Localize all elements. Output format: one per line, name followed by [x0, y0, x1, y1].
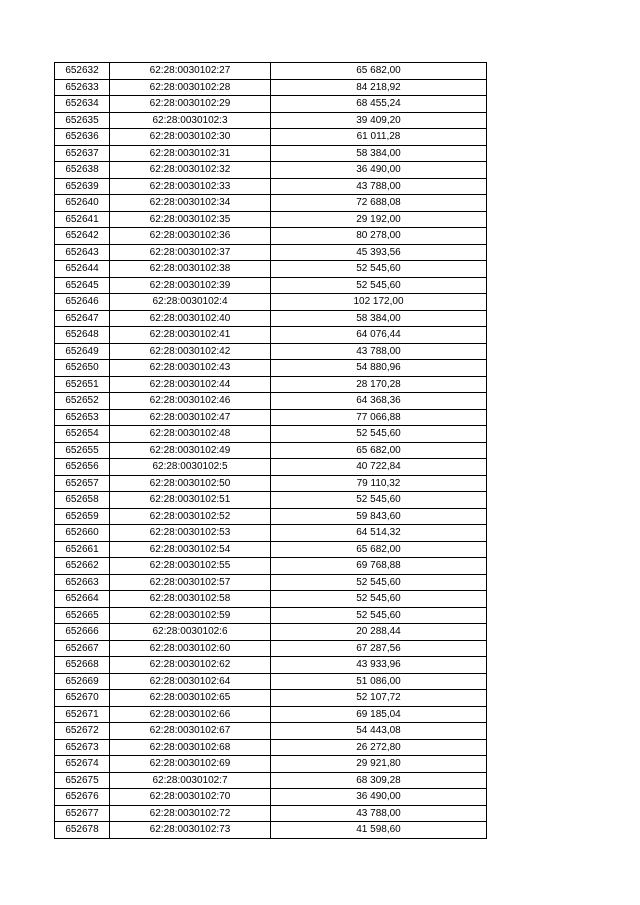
table-row	[55, 228, 487, 245]
cadastral-number-cell: 62:28:0030102:7	[110, 772, 271, 789]
table-row	[55, 756, 487, 773]
table-row	[55, 723, 487, 740]
table-row	[55, 772, 487, 789]
cadastral-number-cell: 62:28:0030102:36	[110, 228, 271, 245]
cadastral-number-cell: 62:28:0030102:40	[110, 310, 271, 327]
row-number-cell: 652639	[55, 178, 110, 195]
value-cell: 64 368,36	[271, 393, 487, 410]
value-cell: 67 287,56	[271, 640, 487, 657]
table-row	[55, 574, 487, 591]
table-row	[55, 492, 487, 509]
cadastral-number-cell: 62:28:0030102:53	[110, 525, 271, 542]
cadastral-number-cell: 62:28:0030102:68	[110, 739, 271, 756]
row-number-cell: 652644	[55, 261, 110, 278]
table-row	[55, 426, 487, 443]
value-cell: 52 545,60	[271, 426, 487, 443]
cadastral-number-cell: 62:28:0030102:59	[110, 607, 271, 624]
cadastral-number-cell: 62:28:0030102:51	[110, 492, 271, 509]
value-cell: 59 843,60	[271, 508, 487, 525]
cadastral-number-cell: 62:28:0030102:38	[110, 261, 271, 278]
table-row	[55, 360, 487, 377]
value-cell: 29 921,80	[271, 756, 487, 773]
table-row	[55, 525, 487, 542]
table-row	[55, 541, 487, 558]
cadastral-number-cell: 62:28:0030102:66	[110, 706, 271, 723]
row-number-cell: 652662	[55, 558, 110, 575]
cadastral-number-cell: 62:28:0030102:27	[110, 63, 271, 80]
value-cell: 69 185,04	[271, 706, 487, 723]
table-row	[55, 327, 487, 344]
cadastral-number-cell: 62:28:0030102:69	[110, 756, 271, 773]
row-number-cell: 652676	[55, 789, 110, 806]
row-number-cell: 652642	[55, 228, 110, 245]
cadastral-number-cell: 62:28:0030102:4	[110, 294, 271, 311]
table-row	[55, 673, 487, 690]
cadastral-value-table	[54, 62, 487, 839]
value-cell: 68 455,24	[271, 96, 487, 113]
table-row	[55, 277, 487, 294]
table-row	[55, 145, 487, 162]
row-number-cell: 652634	[55, 96, 110, 113]
value-cell: 58 384,00	[271, 310, 487, 327]
value-cell: 28 170,28	[271, 376, 487, 393]
table-row	[55, 805, 487, 822]
cadastral-number-cell: 62:28:0030102:5	[110, 459, 271, 476]
cadastral-number-cell: 62:28:0030102:52	[110, 508, 271, 525]
value-cell: 45 393,56	[271, 244, 487, 261]
table-row	[55, 393, 487, 410]
row-number-cell: 652657	[55, 475, 110, 492]
table-row	[55, 607, 487, 624]
cadastral-number-cell: 62:28:0030102:73	[110, 822, 271, 839]
table-row	[55, 294, 487, 311]
value-cell: 54 880,96	[271, 360, 487, 377]
value-cell: 29 192,00	[271, 211, 487, 228]
row-number-cell: 652650	[55, 360, 110, 377]
cadastral-number-cell: 62:28:0030102:67	[110, 723, 271, 740]
table-row	[55, 211, 487, 228]
cadastral-number-cell: 62:28:0030102:43	[110, 360, 271, 377]
table-row	[55, 409, 487, 426]
cadastral-number-cell: 62:28:0030102:54	[110, 541, 271, 558]
value-cell: 36 490,00	[271, 789, 487, 806]
row-number-cell: 652654	[55, 426, 110, 443]
row-number-cell: 652674	[55, 756, 110, 773]
value-cell: 26 272,80	[271, 739, 487, 756]
value-cell: 43 788,00	[271, 805, 487, 822]
table-row	[55, 343, 487, 360]
table-row	[55, 195, 487, 212]
cadastral-number-cell: 62:28:0030102:34	[110, 195, 271, 212]
value-cell: 52 545,60	[271, 261, 487, 278]
row-number-cell: 652635	[55, 112, 110, 129]
cadastral-number-cell: 62:28:0030102:57	[110, 574, 271, 591]
row-number-cell: 652655	[55, 442, 110, 459]
row-number-cell: 652643	[55, 244, 110, 261]
cadastral-number-cell: 62:28:0030102:30	[110, 129, 271, 146]
cadastral-number-cell: 62:28:0030102:70	[110, 789, 271, 806]
value-cell: 69 768,88	[271, 558, 487, 575]
row-number-cell: 652646	[55, 294, 110, 311]
value-cell: 51 086,00	[271, 673, 487, 690]
cadastral-number-cell: 62:28:0030102:58	[110, 591, 271, 608]
row-number-cell: 652648	[55, 327, 110, 344]
value-cell: 43 788,00	[271, 343, 487, 360]
row-number-cell: 652673	[55, 739, 110, 756]
row-number-cell: 652666	[55, 624, 110, 641]
table-row	[55, 63, 487, 80]
row-number-cell: 652649	[55, 343, 110, 360]
value-cell: 52 545,60	[271, 277, 487, 294]
table-body	[55, 63, 487, 839]
value-cell: 52 545,60	[271, 492, 487, 509]
table-row	[55, 822, 487, 839]
row-number-cell: 652656	[55, 459, 110, 476]
value-cell: 54 443,08	[271, 723, 487, 740]
value-cell: 77 066,88	[271, 409, 487, 426]
value-cell: 80 278,00	[271, 228, 487, 245]
row-number-cell: 652670	[55, 690, 110, 707]
value-cell: 61 011,28	[271, 129, 487, 146]
cadastral-number-cell: 62:28:0030102:3	[110, 112, 271, 129]
cadastral-number-cell: 62:28:0030102:28	[110, 79, 271, 96]
table-row	[55, 261, 487, 278]
table-row	[55, 640, 487, 657]
row-number-cell: 652668	[55, 657, 110, 674]
row-number-cell: 652637	[55, 145, 110, 162]
cadastral-number-cell: 62:28:0030102:41	[110, 327, 271, 344]
table-row	[55, 789, 487, 806]
value-cell: 64 514,32	[271, 525, 487, 542]
table-row	[55, 591, 487, 608]
row-number-cell: 652633	[55, 79, 110, 96]
value-cell: 65 682,00	[271, 541, 487, 558]
table-row	[55, 129, 487, 146]
cadastral-number-cell: 62:28:0030102:32	[110, 162, 271, 179]
value-cell: 102 172,00	[271, 294, 487, 311]
row-number-cell: 652652	[55, 393, 110, 410]
row-number-cell: 652632	[55, 63, 110, 80]
cadastral-number-cell: 62:28:0030102:72	[110, 805, 271, 822]
row-number-cell: 652658	[55, 492, 110, 509]
table-row	[55, 459, 487, 476]
value-cell: 52 545,60	[271, 607, 487, 624]
table-row	[55, 690, 487, 707]
value-cell: 72 688,08	[271, 195, 487, 212]
table-row	[55, 475, 487, 492]
table-row	[55, 739, 487, 756]
cadastral-number-cell: 62:28:0030102:39	[110, 277, 271, 294]
cadastral-number-cell: 62:28:0030102:49	[110, 442, 271, 459]
table-row	[55, 79, 487, 96]
value-cell: 65 682,00	[271, 442, 487, 459]
row-number-cell: 652647	[55, 310, 110, 327]
row-number-cell: 652640	[55, 195, 110, 212]
value-cell: 41 598,60	[271, 822, 487, 839]
row-number-cell: 652653	[55, 409, 110, 426]
row-number-cell: 652663	[55, 574, 110, 591]
value-cell: 52 545,60	[271, 591, 487, 608]
value-cell: 20 288,44	[271, 624, 487, 641]
row-number-cell: 652645	[55, 277, 110, 294]
value-cell: 65 682,00	[271, 63, 487, 80]
cadastral-number-cell: 62:28:0030102:37	[110, 244, 271, 261]
cadastral-number-cell: 62:28:0030102:6	[110, 624, 271, 641]
row-number-cell: 652678	[55, 822, 110, 839]
value-cell: 84 218,92	[271, 79, 487, 96]
cadastral-number-cell: 62:28:0030102:29	[110, 96, 271, 113]
row-number-cell: 652677	[55, 805, 110, 822]
cadastral-number-cell: 62:28:0030102:46	[110, 393, 271, 410]
row-number-cell: 652667	[55, 640, 110, 657]
cadastral-number-cell: 62:28:0030102:47	[110, 409, 271, 426]
row-number-cell: 652669	[55, 673, 110, 690]
row-number-cell: 652636	[55, 129, 110, 146]
value-cell: 79 110,32	[271, 475, 487, 492]
table-row	[55, 442, 487, 459]
value-cell: 39 409,20	[271, 112, 487, 129]
value-cell: 64 076,44	[271, 327, 487, 344]
cadastral-number-cell: 62:28:0030102:64	[110, 673, 271, 690]
value-cell: 40 722,84	[271, 459, 487, 476]
table-row	[55, 706, 487, 723]
value-cell: 68 309,28	[271, 772, 487, 789]
row-number-cell: 652659	[55, 508, 110, 525]
value-cell: 43 788,00	[271, 178, 487, 195]
value-cell: 43 933,96	[271, 657, 487, 674]
value-cell: 52 107,72	[271, 690, 487, 707]
row-number-cell: 652672	[55, 723, 110, 740]
table-row	[55, 162, 487, 179]
table-row	[55, 96, 487, 113]
table-row	[55, 178, 487, 195]
table-row	[55, 657, 487, 674]
table-row	[55, 376, 487, 393]
cadastral-number-cell: 62:28:0030102:60	[110, 640, 271, 657]
table-row	[55, 112, 487, 129]
row-number-cell: 652641	[55, 211, 110, 228]
row-number-cell: 652651	[55, 376, 110, 393]
row-number-cell: 652638	[55, 162, 110, 179]
row-number-cell: 652664	[55, 591, 110, 608]
cadastral-number-cell: 62:28:0030102:33	[110, 178, 271, 195]
value-cell: 58 384,00	[271, 145, 487, 162]
row-number-cell: 652671	[55, 706, 110, 723]
table-row	[55, 310, 487, 327]
table-row	[55, 624, 487, 641]
table-row	[55, 244, 487, 261]
row-number-cell: 652661	[55, 541, 110, 558]
cadastral-number-cell: 62:28:0030102:62	[110, 657, 271, 674]
row-number-cell: 652675	[55, 772, 110, 789]
cadastral-number-cell: 62:28:0030102:42	[110, 343, 271, 360]
cadastral-number-cell: 62:28:0030102:50	[110, 475, 271, 492]
cadastral-number-cell: 62:28:0030102:48	[110, 426, 271, 443]
row-number-cell: 652660	[55, 525, 110, 542]
table-row	[55, 558, 487, 575]
cadastral-number-cell: 62:28:0030102:35	[110, 211, 271, 228]
cadastral-number-cell: 62:28:0030102:31	[110, 145, 271, 162]
cadastral-number-cell: 62:28:0030102:55	[110, 558, 271, 575]
table-row	[55, 508, 487, 525]
row-number-cell: 652665	[55, 607, 110, 624]
value-cell: 52 545,60	[271, 574, 487, 591]
cadastral-number-cell: 62:28:0030102:65	[110, 690, 271, 707]
value-cell: 36 490,00	[271, 162, 487, 179]
cadastral-number-cell: 62:28:0030102:44	[110, 376, 271, 393]
